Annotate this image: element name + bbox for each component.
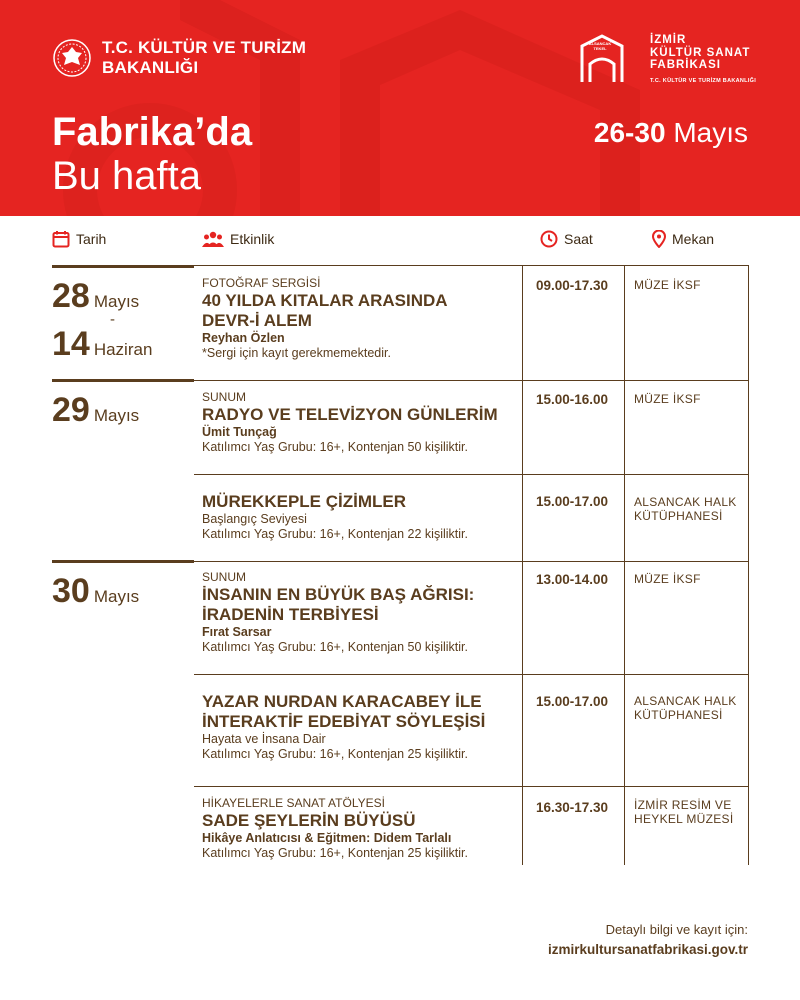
event-title-line1: RADYO VE TELEVİZYON GÜNLERİM (202, 405, 498, 424)
event-title-line1: YAZAR NURDAN KARACABEY İLE (202, 692, 482, 711)
column-header-date (52, 230, 106, 248)
date-cell-29 (52, 392, 139, 428)
event-venue-4: MÜZE İKSF (634, 572, 701, 586)
day-divider-3 (52, 560, 194, 563)
factory-name-line2: KÜLTÜR SANAT (650, 46, 751, 59)
people-icon (202, 230, 224, 248)
header-banner (0, 0, 800, 216)
event-time-3: 15.00-17.00 (536, 494, 609, 509)
venue-column-divider (624, 265, 625, 865)
event-title-line1: İNSANIN EN BÜYÜK BAŞ AĞRISI: (202, 585, 475, 604)
event-detail: Katılımcı Yaş Grubu: 16+, Kontenjan 22 kişiliktir. (202, 527, 468, 541)
factory-small-text: ALSANCAK TEKEL (588, 41, 612, 51)
event-subtitle: Hayata ve İnsana Dair (202, 732, 326, 746)
event-presenter: Ümit Tunçağ (202, 425, 277, 439)
event-presenter: Reyhan Özlen (202, 331, 285, 345)
event-time-1: 09.00-17.30 (536, 278, 609, 293)
time-column-divider (522, 265, 523, 865)
day-divider-2 (52, 379, 194, 382)
event-title-line2: İNTERAKTİF EDEBİYAT SÖYLEŞİSİ (202, 712, 486, 731)
event-row-3 (202, 492, 522, 542)
event-subtitle: Başlangıç Seviyesi (202, 512, 307, 526)
event-category: SUNUM (202, 570, 246, 584)
row-divider-2 (194, 474, 748, 475)
row-divider-4 (194, 674, 748, 675)
event-category: SUNUM (202, 390, 246, 404)
date-range (594, 116, 748, 150)
factory-name (650, 34, 750, 72)
date-month: Mayıs (93, 292, 140, 311)
event-category: FOTOĞRAF SERGİSİ (202, 276, 321, 290)
right-border (748, 265, 749, 865)
event-venue-6: İZMİR RESİM VE HEYKEL MÜZESİ (634, 798, 734, 826)
date-range-days: 26-30 (593, 117, 666, 148)
date-month-end: Haziran (93, 340, 153, 359)
event-title-line2: DEVR-İ ALEM (202, 311, 312, 330)
event-venue-2: MÜZE İKSF (634, 392, 701, 406)
clock-icon (540, 230, 558, 248)
footer-info-text: Detaylı bilgi ve kayıt için: (605, 922, 748, 937)
event-detail: Katılımcı Yaş Grubu: 16+, Kontenjan 50 kişiliktir. (202, 640, 468, 654)
row-divider-5 (194, 786, 748, 787)
factory-name-line1: İZMİR (650, 34, 687, 46)
column-header-event-label: Etkinlik (230, 231, 275, 247)
date-day: 29 (52, 391, 90, 429)
column-header-date-label: Tarih (76, 231, 107, 247)
footer-website-link[interactable]: izmirkultursanatfabrikasi.gov.tr (547, 942, 748, 957)
date-cell-28 (52, 278, 152, 362)
event-row-5 (202, 692, 522, 762)
ministry-name-line2: BAKANLIĞI (102, 58, 199, 77)
event-venue-1: MÜZE İKSF (634, 278, 701, 292)
ministry-logo (52, 38, 306, 78)
event-row-6 (202, 796, 522, 861)
event-detail: Katılımcı Yaş Grubu: 16+, Kontenjan 25 kişiliktir. (202, 747, 468, 761)
page-title: Fabrika’da (52, 110, 253, 154)
factory-ministry-text: T.C. KÜLTÜR VE TURİZM BAKANLIĞI (650, 78, 757, 84)
column-header-time-label: Saat (564, 231, 593, 247)
date-range-dash: - (110, 311, 115, 328)
ministry-name-line1: T.C. KÜLTÜR VE TURİZM (102, 38, 307, 57)
event-time-4: 13.00-14.00 (536, 572, 609, 587)
location-pin-icon (652, 230, 666, 248)
date-day: 28 (52, 277, 90, 315)
row-divider-1 (194, 380, 748, 381)
event-presenter: Hikâye Anlatıcısı & Eğitmen: Didem Tarlalı (202, 831, 452, 845)
column-header-venue (652, 230, 714, 248)
event-row-2 (202, 390, 522, 455)
event-time-6: 16.30-17.30 (536, 800, 609, 815)
event-title-line1: 40 YILDA KITALAR ARASINDA (202, 291, 448, 310)
event-venue-3: ALSANCAK HALK KÜTÜPHANESİ (634, 495, 737, 523)
date-day-end: 14 (52, 325, 90, 363)
event-row-4 (202, 570, 522, 655)
event-title-line2: İRADENİN TERBİYESİ (202, 605, 379, 624)
event-title-line1: MÜREKKEPLE ÇİZİMLER (202, 492, 406, 511)
date-month: Mayıs (93, 406, 140, 425)
event-detail: *Sergi için kayıt gerekmemektedir. (202, 346, 391, 360)
event-presenter: Fırat Sarsar (202, 625, 272, 639)
column-header-event (202, 230, 274, 248)
column-header-venue-label: Mekan (672, 231, 715, 247)
column-header-time (540, 230, 593, 248)
event-row-1 (202, 276, 522, 361)
factory-name-line3: FABRİKASI (650, 59, 721, 71)
page-subtitle: Bu hafta (52, 154, 202, 198)
event-detail: Katılımcı Yaş Grubu: 16+, Kontenjan 25 kişiliktir. (202, 846, 468, 860)
row-divider-3 (194, 561, 748, 562)
date-range-month: Mayıs (673, 117, 748, 148)
day-divider-1 (52, 265, 194, 268)
date-cell-30 (52, 573, 139, 609)
event-time-5: 15.00-17.00 (536, 694, 609, 709)
event-time-2: 15.00-16.00 (536, 392, 609, 407)
ministry-seal-icon (52, 38, 92, 78)
date-month: Mayıs (93, 587, 140, 606)
event-detail: Katılımcı Yaş Grubu: 16+, Kontenjan 50 kişiliktir. (202, 440, 468, 454)
date-day: 30 (52, 572, 90, 610)
event-venue-5: ALSANCAK HALK KÜTÜPHANESİ (634, 694, 737, 722)
event-title-line1: SADE ŞEYLERİN BÜYÜSÜ (202, 811, 416, 830)
calendar-icon (52, 230, 70, 248)
event-category: HİKAYELERLE SANAT ATÖLYESİ (202, 796, 385, 810)
